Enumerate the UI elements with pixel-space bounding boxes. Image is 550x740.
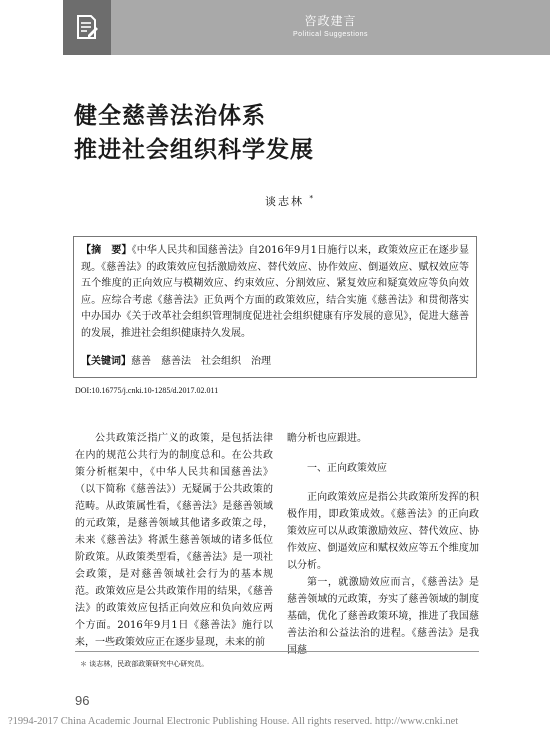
abstract-text: 《中华人民共和国慈善法》自2016年9月1日施行以来，政策效应正在逐步显现。《慈善法》的政策效应包括激励效应、替代效应、协作效应、倒逼效应、赋权效应等五个维度的正向效应与模糊效应、约束效应、分割效应、紧复效应和疑寞效应等负向效应。应综合考虑《慈善法》正负两个方面的政策效应，结合实施《慈善法》和贯彻落实中办国办《关于改革社会组织管理制度促进社会组织健康有序发展的意见》，促进大慈善的发展，推进社会组织健康持久发展。 (81, 245, 469, 339)
keyword-item: 社会组织 (201, 356, 241, 367)
body-paragraph: 正向政策效应是指公共政策所发挥的积极作用，即政策成效。《慈善法》的正向政策效应可以从政策激励效应、替代效应、协作效应、倒逼效应和赋权效应等五个维度加以分析。 (287, 492, 479, 571)
copyright-notice: ?1994-2017 China Academic Journal Electronic Publishing House. All rights reserved. http://www.cnki.net (8, 716, 459, 727)
abstract (81, 243, 469, 342)
keywords (81, 352, 271, 367)
body-paragraph: 第一，就激励效应而言，《慈善法》是慈善领域的元政策，夯实了慈善领域的制度基础，优化了慈善政策环境，推进了我国慈善法治和公益法治的进程。《慈善法》是我国慈 (287, 577, 479, 656)
footnote-divider (75, 651, 479, 652)
abstract-box (73, 236, 477, 378)
article-title-line2: 推进社会组织科学发展 (74, 137, 314, 163)
body-column-left (75, 430, 273, 651)
footnote: ＊ 谈志林，民政部政策研究中心研究员。 (80, 660, 209, 668)
journal-header (0, 0, 550, 58)
keyword-item: 治理 (251, 356, 271, 367)
keywords-label: 【关键词】 (81, 356, 131, 367)
keyword-item: 慈善法 (161, 356, 191, 367)
abstract-label: 【摘 要】 (81, 245, 132, 256)
keyword-item: 慈善 (131, 356, 151, 367)
author-name: 谈志林 (265, 195, 304, 208)
article-title-line1: 健全慈善法治体系 (74, 103, 266, 129)
section-title: 咨政建言 (304, 14, 357, 28)
header-icon-box (63, 0, 111, 55)
page-number: 96 (75, 693, 90, 708)
document-edit-icon (75, 14, 99, 40)
author (265, 193, 315, 209)
section-subtitle: Political Suggestions (292, 31, 369, 38)
body-paragraph-continued: 瞻分析也应跟进。 (287, 433, 367, 444)
body-paragraph: 公共政策泛指广义的政策，是包括法律在内的规范公共行为的制度总和。在公共政策分析框架中，《中华人民共和国慈善法》（以下简称《慈善法》）无疑属于公共政策的范畴。从政策属性看，《慈善法》是慈善领域的元政策，是慈善领域其他诸多政策之母，未来《慈善法》将派生慈善领域的诸多低位阶政策。从政策类型看，《慈善法》是一项社会政策，是对慈善领域社会行为的基本规范。政策效应是公共政策作用的结果，《慈善法》的政策效应包括正向效应和负向效应两个方面。2016年9月1日《慈善法》施行以来，一些政策效应正在逐步显现，未来的前 (75, 433, 273, 648)
body-column-right (287, 430, 479, 659)
author-footnote-mark: * (309, 194, 315, 203)
doi: DOI:10.16775/j.cnki.10-1285/d.2017.02.011 (75, 386, 219, 395)
section-heading: 一、正向政策效应 (307, 463, 387, 474)
